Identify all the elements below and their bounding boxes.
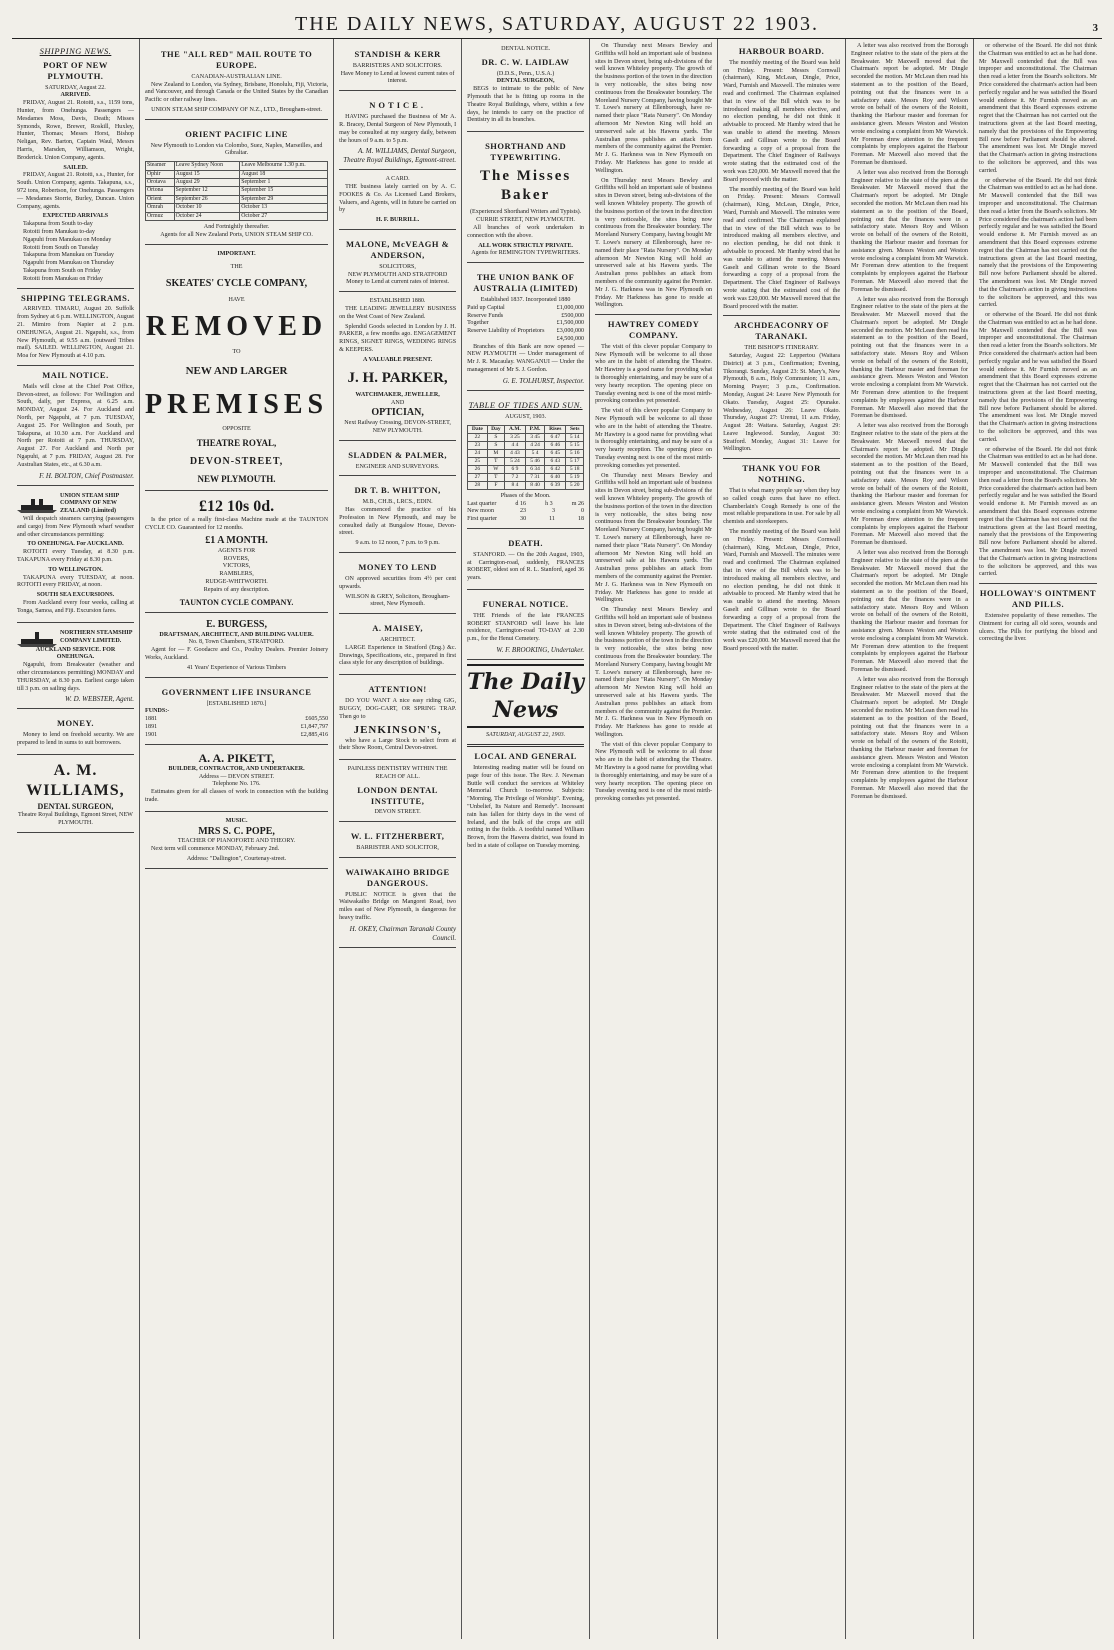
burgess-address: No. 8, Town Chambers, STRATFORD. [188,639,285,646]
table-row: Omrah October 10 October 13 [145,204,327,212]
williams-name: A. M. WILLIAMS, [26,761,125,800]
arrived-text: FRIDAY, August 21. Rotoiti, s.s., 1159 tons, Hunter, from Onehunga. Passengers — Mesdames Moss, Davis, Death; Misses Symonds, Rowe, Brewer, Roskill, Huxley, Hunter, Thomas; Messrs Horst, Bishop Neligan, Rev. Barton, Captain Waul, Messrs Harris, Marsden, Williamson, Wright, Broderick. Union Company, agents. [17,100,134,161]
opposite-label: OPPOSITE [222,426,251,433]
local-heading: LOCAL AND GENERAL [474,751,577,762]
card-signature: H. F. BURRILL. [375,217,420,224]
funds-table [145,716,328,739]
wellington-text: TAKAPUNA every TUESDAY, at noon. ROTOITI every FRIDAY, at noon. [17,574,134,589]
devon-street-label: DEVON-STREET, [189,455,284,467]
baker-sub: (Experienced Shorthand Writers and Typists). [469,209,582,216]
port-heading: PORT OF NEW PLYMOUTH. [43,59,108,81]
burgess-text: Agent for — F. Goodacre and Co., Poultry Dealers. Premier Joinery Works, Auckland. [144,647,329,662]
price-label: £12 10s 0d. [198,497,275,515]
paper-nameplate: The Daily News [467,664,584,728]
london-dental-ad [339,763,456,822]
column-4 [462,39,590,1639]
tides-heading: TABLE OF TIDES AND SUN. [468,399,583,410]
bank-figures [467,305,584,344]
make-item: RUDGE-WHITWORTH. [205,579,268,586]
bank-text: Branches of this Bank are now opened — NEW PLYMOUTH — Under management of Mr J. R. Macaulay. WANGANUI — Under the management of Mr S. J. Gordon. [467,343,585,374]
theatre-label: THEATRE ROYAL, [196,438,277,449]
waiwakaiho-text: PUBLIC NOTICE is given that the Waiwakaiho Bridge on Mangorei Road, two miles east of New Plymouth, is dangerous for heavy traffic. [339,891,457,922]
list-item: Rotoiti from South on Tuesday [23,244,99,251]
table-row: Orotava August 29 September 1 [145,179,327,187]
burgess-name: E. BURGESS, [206,618,267,630]
london-heading: LONDON DENTAL INSTITUTE, [357,784,438,806]
comedy-text: The visit of this clever popular Company to New Plymouth will be welcome to all those who are in the habit of attending the Theatre. Mr Hawtrey is a good name for providing what is thoroughly entertaining, and may be sure of a very hearty reception. The opening piece on Tuesday evening next is one of the most mirth-provoking comedies yet presented. [595,343,713,405]
orient-agent: Agents for all New Zealand Ports, UNION STEAM SHIP CO. [160,231,313,238]
parker-name: J. H. PARKER, [347,369,448,386]
article-text: On Thursday next Messrs Bewley and Griffiths will hold an important sale of business sites in Devon street, being sub-divisions of the well known Whiteley property. The growth of the business portion of the town in the direction is very noticeable, the sites being now continuous from the Breakwater boundary. The Moreland Nursery Company, having bought Mr T. Lowe's nursery at Ellenborough, have re-named their place "Rata Nursery". On Monday afternoon Mr Newton King will hold an unreserved sale at his Hawera yards. The Australian press publishes an attack from members of the community against the Premier. Mr J. G. Harkness was in New Plymouth on Friday. Mr Harkness has gone to reside at Wellington. [595,177,713,309]
article-text: A letter was also received from the Borough Engineer relative to the state of the piers at the Breakwater. Mr Maxwell moved that the Chairman's report be adopted. Mr Dingle seconded the motion. Mr McLean then read his statement as to the position of the Board, pointing out that the finances were in a satisfactory state. Messrs Roy and Wilson wrote on behalf of the owners of the Rotoiti, thanking the Harbour master and foreman for assistance given. Messrs Weston and Weston wrote enclosing a complaint from Mr Warwick. Mr Foreman drew attention to the frequent complaints by employees against the Harbour Foreman. Mr Maxwell also moved that the Foreman be dismissed. [851,296,969,420]
pikett-name: A. A. PIKETT, [198,750,275,765]
make-item: VICTORS, [222,563,251,570]
burgess-ad [145,616,328,678]
article-text: A letter was also received from the Borough Engineer relative to the state of the piers at the Breakwater. Mr Maxwell moved that the Chairman's report be adopted. Mr Dingle seconded the motion. Mr McLean then read his statement as to the position of the Board, pointing out that the finances were in a satisfactory state. Messrs Roy and Wilson wrote on behalf of the owners of the Rotoiti, thanking the Harbour master and foreman for assistance given. Messrs Weston and Weston wrote enclosing a complaint from Mr Warwick. Mr Foreman drew attention to the frequent complaints by employees against the Harbour Foreman. Mr Maxwell also moved that the Foreman be dismissed. [851,423,969,547]
williams-ad [17,758,134,833]
moon-table [467,501,584,524]
table-row: Ophir August 15 August 18 [145,170,327,178]
table-row: 1881 £605,550 [144,716,329,723]
malone-ad [339,233,456,292]
funeral-notice [467,593,584,660]
agent-signature: W. D. WEBSTER, Agent. [64,695,134,704]
sailed-heading: SAILED. [63,164,88,171]
table-row: 25 T 5 24 5 46 6 43 5 17 [468,457,584,465]
pikett-text: Estimates given for all classes of work in connection with the building trade. [144,789,329,804]
new-plymouth-label: NEW PLYMOUTH. [197,474,276,485]
steamship-icon [17,495,57,513]
mail-signature: F. H. BOLTON, Chief Postmaster. [39,471,134,480]
waiwakaiho-signature: H. OKEY, Chairman Taranaki County Council. [349,924,457,942]
table-row: 23 S 4 4 4 24 6 46 5 15 [468,441,584,449]
standish-sub: BARRISTERS AND SOLICITORS. [352,62,443,69]
whitton-hours: 9 a.m. to 12 noon, 7 p.m. to 9 p.m. [355,540,440,547]
jenkinson-name: JENKINSON'S, [353,724,442,737]
established: ESTABLISHED 1880. [369,298,426,305]
laidlaw-ad [467,43,584,132]
govt-heading: GOVERNMENT LIFE INSURANCE [161,686,312,697]
williams-title: DENTAL SURGEON, [37,801,114,811]
pope-text: Next term will commence MONDAY, February 2nd. [150,846,280,853]
northern-steamship-ad [17,626,134,710]
parker-title: WATCHMAKER, JEWELLER, [355,391,440,398]
laidlaw-text: BEGS to intimate to the public of New Plymouth that he is fitting up rooms in the Theatre Royal Buildings, where, within a few days, he intends to carry on the practice of Dentistry in all its branches. [467,86,585,124]
article-text: or otherwise of the Board. He did not think the Chairman was entitled to act as he had done. Mr Maxwell contended that the Bill was improper and unconstitutional. The Chairman then read a letter from the Board's solicitors. Mr Price considered the chairman's action had been perfectly regular and he was satisfied the Board would endorse it. Mr Furnish moved as an amendment that this Board expresses extreme regret that the Chairman has not carried out the instructions given at the last Board meeting, namely that the provisions of the Empowering Bill now before Parliament should be altered. The amendment was lost. Mr Dingle moved that the Chairman's action in giving instructions to the solicitors be approved, and this was carried. [979,177,1097,309]
holloway-heading: HOLLOWAY'S OINTMENT AND PILLS. [979,588,1097,610]
table-row: Ortona September 12 September 15 [145,187,327,195]
money-lend-ad [339,556,456,614]
article-text: A letter was also received from the Borough Engineer relative to the state of the piers at the Breakwater. Mr Maxwell moved that the Chairman's report be adopted. Mr Dingle seconded the motion. Mr McLean then read his statement as to the position of the Board, pointing out that the finances were in a satisfactory state. Messrs Roy and Wilson wrote on behalf of the owners of the Rotoiti, thanking the Harbour master and foreman for assistance given. Messrs Weston and Weston wrote enclosing a complaint from Mr Warwick. Mr Foreman drew attention to the frequent complaints by employees against the Harbour Foreman. Mr Maxwell also moved that the Foreman be dismissed. [851,169,969,293]
page-number: 3 [1092,22,1098,34]
date-line: SATURDAY, August 22. [45,84,106,91]
table-row: Ormuz October 24 October 27 [145,212,327,220]
article-text: or otherwise of the Board. He did not think the Chairman was entitled to act as he had done. Mr Maxwell contended that the Bill was improper and unconstitutional. The Chairman then read a letter from the Board's solicitors. Mr Price considered the chairman's action had been perfectly regular and he was satisfied the Board would endorse it. Mr Furnish moved as an amendment that this Board expresses extreme regret that the Chairman has not carried out the instructions given at the last Board meeting, namely that the provisions of the Empowering Bill now before Parliament should be altered. The amendment was lost. Mr Dingle moved that the Chairman's action in giving instructions to the solicitors be approved, and this was carried. [979,446,1097,578]
columns [12,39,1102,1639]
table-header: Steamer [145,162,174,170]
maisey-title: ARCHITECT. [379,636,416,643]
baker-address: CURRIE STREET, NEW PLYMOUTH. [476,217,576,224]
notice-text: HAVING purchased the Business of Mr A. R. Bracey, Dental Surgeon of New Plymouth, I may be consulted at my surgery daily, between the hours of 9 a.m. to 5 p.m. [339,114,457,144]
list-item: Ngapuhi from Manukau on Thursday [23,260,114,267]
death-notice [467,532,584,590]
waiwakaiho-heading: WAIWAKAIHO BRIDGE DANGEROUS. [345,866,450,888]
list-item: Ngapuhi from Manukau on Monday [23,236,112,243]
taunton-heading: TAUNTON CYCLE COMPANY. [179,597,294,607]
notice-heading: NOTICE. [369,100,426,111]
masthead-title: THE DAILY NEWS, SATURDAY, AUGUST 22 1903. [295,13,819,35]
table-row: Paid up Capital £1,000,000 [467,304,585,311]
list-item: Rotoiti from Manukau on Friday [23,275,103,282]
thanks-text: That is what many people say when they buy so called cough cures that have no effect. Chamberlain's Cough Remedy is one of the most reliable preparations in use. For sale by all chemists and storekeepers. [723,488,841,526]
price-text: Is the price of a really first-class Machine made at the TAUNTON CYCLE CO. Guaranteed for 12 months. [144,517,329,532]
list-item: Rotoiti from Manukau to-day [23,228,95,235]
onehunga-text: ROTOITI every Tuesday, at 8.30 p.m. TAKAPUNA every Friday at 8.30 p.m. [17,549,134,563]
skeates-heading: SKEATES' CYCLE COMPANY, [165,278,308,290]
laidlaw-sub: DENTAL SURGEON, [496,78,555,85]
wellington-heading: TO WELLINGTON. [48,566,103,573]
local-text: Interesting reading matter will be found on page four of this issue. The Rev. J. Newman Buttle will conduct the services at Whiteley Memorial Church to-morrow. Subjects: "Morning, The Privilege of Worship". Evening, "Unbelief, Its Nature and Remedy". Incessant rain has fallen for thirty days in the west of Ireland, and the bulk of the crops are still rotting in the fields. A toothful named William Brown, from the Hawera district, was found in bed in a state of collapse on Tuesday morning. [467,765,585,849]
harbour-text: The monthly meeting of the Board was held on Friday. Present: Messrs Cornwall (chairman), King, McLean, Dingle, Price, Ward, Furnish and Maxwell. The minutes were read and confirmed. The Chairman explained that in view of the Bill which was to be introduced making all members elective, and no election pending, he did not think it advisable to proceed. Mr Hamby wired that he was unable to attend the meeting. Messrs Gaselt and Gillinan wrote to the Board forwarding a copy of a proposal from the Department. The Chief Engineer of Railways wrote stating that the estimated cost of the work was £20,000. Mr Maxwell moved that the Board proceed with the matter. [723,529,841,652]
williams-notice-ad [339,94,456,170]
malone-address: NEW PLYMOUTH AND STRATFORD [347,271,448,278]
baker-ad [467,135,584,263]
union-steamship-ad [17,490,134,623]
table-row: Reserve Liability of Proprietors £3,000,000 [467,328,585,335]
column-5 [590,39,718,1639]
laidlaw-title: (D.D.S., Penn., U.S.A.) [496,70,555,77]
attention-heading: ATTENTION! [368,684,427,695]
table-row: 22 S 3 25 3 45 6 47 5 14 [468,433,584,441]
table-header: Leave Sydney Noon [174,162,240,170]
orient-sub: New Plymouth to London via Colombo, Suez, Naples, Marseilles, and Gibraltar. [150,142,323,157]
malone-text: Money to Lend at current rates of interest. [346,279,450,286]
london-sub: DEVON STREET. [374,809,421,816]
pikett-ad [145,748,328,812]
fitzherbert-ad [339,825,456,858]
money-lend-signature: WILSON & GREY, Solicitors, Brougham-street, New Plymouth. [345,593,450,608]
column-1 [12,39,140,1639]
table-row: Together £1,500,000 [467,320,585,327]
sailed-text: FRIDAY, August 21. Rotoiti, s.s., Hunter, for South. Union Company, agents. Takapuna, s.s., 972 tons, Robertson, for Onehunga. Passengers — Mesdames Storrie, Burley, Duncan. Union Company, agents. [17,172,134,210]
northern-heading: NORTHERN STEAMSHIP COMPANY LIMITED. [60,629,133,644]
article-text: On Thursday next Messrs Bewley and Griffiths will hold an important sale of business sites in Devon street, being sub-divisions of the well known Whiteley property. The growth of the business portion of the town in the direction is very noticeable, the sites being now continuous from the Breakwater boundary. The Moreland Nursery Company, having bought Mr T. Lowe's nursery at Ellenborough, have re-named their place "Rata Nursery". On Monday afternoon Mr Newton King will hold an unreserved sale at his Hawera yards. The Australian press publishes an attack from members of the community against the Premier. Mr J. G. Harkness was in New Plymouth on Friday. Mr Harkness has gone to reside at Wellington. [595,43,713,174]
paper-date: SATURDAY, AUGUST 22, 1903. [485,732,566,739]
orient-line-ad [145,123,328,245]
funeral-text: THE Friends of the late FRANCES ROBERT STANFORD will leave his late residence, Carrington-road TO-DAY at 2.30 p.m., for the Henui Cemetery. [467,612,585,643]
pikett-telephone: Telephone No. 176. [212,781,261,788]
repairs-label: Repairs of any description. [203,586,270,593]
list-item: Takapuna from South to-day [23,221,93,228]
comedy-text: The visit of this clever popular Company to New Plymouth will be welcome to all those who are in the habit of attending the Theatre. Mr Hawtrey is a good name for providing what is thoroughly entertaining, and may be sure of a very hearty reception. The opening piece on Tuesday evening next is one of the most mirth-provoking comedies yet presented. [595,741,713,803]
orient-heading: ORIENT PACIFIC LINE [185,128,288,139]
money-ad [17,712,134,754]
baker-work: ALL WORK STRICTLY PRIVATE. [478,242,573,249]
steamship-icon [17,629,57,647]
malone-heading: MALONE, McVEAGH & ANDERSON, [346,239,450,260]
maisey-text: LARGE Experience in Stratford (Eng.) &c. Drawings, Specifications, etc., prepared in first class style for any description of buildings. [339,644,457,667]
orient-schedule [145,161,328,221]
parker-intro: THE LEADING JEWELLERY BUSINESS on the West Coast of New Zealand. [339,305,457,320]
parker-address: Next Railway Crossing, DEVON-STREET, NEW PLYMOUTH. [344,420,451,434]
parker-ad [339,295,456,441]
harbour-text: The monthly meeting of the Board was held on Friday. Present: Messrs Cornwall (chairman), King, McLean, Dingle, Price, Ward, Furnish and Maxwell. The minutes were read and confirmed. The Chairman explained that in view of the Bill which was to be introduced making all members elective, and no election pending, he did not think it advisable to proceed. Mr Hamby wired that he was unable to attend the meeting. Messrs Gaselt and Gillinan wrote to the Board forwarding a copy of a proposal from the Department. The Chief Engineer of Railways wrote stating that the estimated cost of the work was £20,000. Mr Maxwell moved that the Board proceed with the matter. [723,59,841,183]
card-ad [339,173,456,230]
orient-note: And Fortnightly thereafter. [203,224,270,231]
maisey-name: A. MAISEY, [372,623,423,634]
standish-ad [339,43,456,91]
telegrams-heading: SHIPPING TELEGRAMS. [20,292,130,303]
thanks-heading: THANK YOU FOR NOTHING. [742,463,821,485]
waiwakaiho-ad [339,861,456,948]
excursion-text: From Auckland every four weeks, calling at Tonga, Samoa, and Fiji. Excursion fares. [17,599,134,614]
have-label: HAVE [228,297,245,304]
make-item: RAMBLERS, [219,571,254,578]
archdeaconry-heading: ARCHDEACONRY OF TARANAKI. [734,320,830,342]
the-label: THE [230,264,243,271]
skeates-ad [145,248,328,491]
notice-signature: A. M. WILLIAMS, Dental Surgeon, Theatre Royal Buildings, Egmont-street. [343,147,457,165]
new-larger-label: NEW AND LARGER [185,365,288,378]
painless-label: PAINLESS DENTISTRY WITHIN THE REACH OF ALL. [347,766,448,780]
whitton-text: Has commenced the practice of his Profession in New Plymouth, and may be consulted daily at Bungalow House, Devon-street. [339,507,457,537]
monthly-price: £1 A MONTH. [205,535,268,547]
premises-heading: PREMISES [144,388,329,420]
funeral-signature: W. F. BROOKING, Undertaker. [496,646,585,655]
funds-label: FUNDS:- [144,708,170,715]
fitzherbert-name: W. L. FITZHERBERT, [350,831,445,842]
music-label: MUSIC. [225,817,248,824]
parker-text: Splendid Goods selected in London by J. H. PARKER, a few months ago. ENGAGEMENT RINGS, SIGNET RINGS, WEDDING RINGS & KEEPERS. [339,323,457,353]
table-row: 27 T 7 2 7 31 6 40 5 19 [468,473,584,481]
shorthand-heading: SHORTHAND AND TYPEWRITING. [485,141,567,163]
article-text: On Thursday next Messrs Bewley and Griffiths will hold an important sale of business sites in Devon street, being sub-divisions of the well known Whiteley property. The growth of the business portion of the town in the direction is very noticeable, the sites being now continuous from the Breakwater boundary. The Moreland Nursery Company, having bought Mr T. Lowe's nursery at Ellenborough, have re-named their place "Rata Nursery". On Monday afternoon Mr Newton King will hold an unreserved sale at his Hawera yards. The Australian press publishes an attack from members of the community against the Premier. Mr J. G. Harkness was in New Plymouth on Friday. Mr Harkness has gone to reside at Wellington. [595,472,713,604]
pope-name: MRS S. C. POPE, [198,825,275,837]
table-row: 1901 £2,885,416 [144,731,329,738]
table-row: 26 W 6 9 6 34 6 42 5 18 [468,465,584,473]
shipping-news-heading: SHIPPING NEWS. [39,46,112,56]
sladden-ad [339,444,456,477]
mail-route-ad [145,43,328,120]
column-8 [974,39,1102,1639]
union-text: Will despatch steamers carrying (passengers and cargo) from New Plymouth wharf weather and other circumstances permitting: [17,515,134,538]
article-text: A letter was also received from the Borough Engineer relative to the state of the piers at the Breakwater. Mr Maxwell moved that the Chairman's report be adopted. Mr Dingle seconded the motion. Mr McLean then read his statement as to the position of the Board, pointing out that the finances were in a satisfactory state. Messrs Roy and Wilson wrote on behalf of the owners of the Rotoiti, thanking the Harbour master and foreman for assistance given. Messrs Weston and Weston wrote enclosing a complaint from Mr Warwick. Mr Foreman drew attention to the frequent complaints by employees against the Harbour Foreman. Mr Maxwell also moved that the Foreman be dismissed. [851,550,969,673]
money-lend-heading: MONEY TO LEND [358,562,437,573]
important-label: IMPORTANT. [217,250,256,257]
money-text: Money to lend on freehold security. We are prepared to lend in sums to suit borrowers. [17,732,134,746]
harbour-text: The monthly meeting of the Board was held on Friday. Present: Messrs Cornwall (chairman), King, McLean, Dingle, Price, Ward, Furnish and Maxwell. The minutes were read and confirmed. The Chairman explained that in view of the Bill which was to be introduced making all members elective, and no election pending, he did not think it advisable to proceed. Mr Hamby wired that he was unable to attend the meeting. Messrs Gaselt and Gillinan wrote to the Board forwarding a copy of a proposal from the Department. The Chief Engineer of Railways wrote stating that the estimated cost of the work was £20,000. Mr Maxwell moved that the Board proceed with the matter. [723,186,841,310]
mail-route-sub: CANADIAN-AUSTRALIAN LINE. [191,73,282,80]
sladden-heading: SLADDEN & PALMER, [348,449,447,460]
column-7 [846,39,974,1639]
attention-text: DO YOU WANT A nice easy riding GIG, BUGGY, DOG-CART, OR SPRING TRAP. Then go to [339,698,457,720]
article-text: or otherwise of the Board. He did not think the Chairman was entitled to act as he had done. Mr Maxwell contended that the Bill was improper and unconstitutional. The Chairman then read a letter from the Board's solicitors. Mr Price considered the chairman's action had been perfectly regular and he was satisfied the Board would endorse it. Mr Furnish moved as an amendment that this Board expresses extreme regret that the Chairman has not carried out the instructions given at the last Board meeting, namely that the provisions of the Empowering Bill now before Parliament should be altered. The amendment was lost. Mr Dingle moved that the Chairman's action in giving instructions to the solicitors be approved, and this was carried. [979,312,1097,443]
pikett-address: Address — DEVON STREET. [198,773,275,780]
card-text: THE business lately carried on by A. C. FOOKES & Co. As Licensed Land Brokers, Valuers, and Agents, will in future be carried on by [339,184,457,214]
telegrams-text: ARRIVED. TIMARU, August 20. Suffolk from Sydney at 6 p.m. WELLINGTON, August 21. Mimiro from Napier at 2 p.m. ONEHUNGA, August 21. Ngapuhi, s.s., from New Plymouth, at 9.55 a.m. (outward Tribes mail). SAILED. WELLINGTON, August 21. Moa for New Plymouth at 4.10 p.m. [17,306,134,360]
williams-address: Theatre Royal Buildings, Egmont Street, NEW PLYMOUTH. [18,811,133,826]
masthead [12,10,1102,39]
table-row: New moon 23 3 0 [467,508,585,515]
table-row: Last quarter d 16 h 3 m 26 [467,500,585,507]
maisey-ad [339,617,456,675]
baker-heading: The Misses Baker [479,168,572,204]
mail-notice-text: Mails will close at the Chief Post Office, Devon-street, as follows: For Wellington and South, daily, per Express, at 6.25 a.m. MONDAY, August 24. For Auckland and North, per Ngapuhi, at 7 p.m. TUESDAY, August 25. For Wellington and South, per Takapuna, at 10.30 a.m. For Auckland and North per Rotoiti at 7 p.m. THURSDAY, August 27. For Auckland and North per Ngapuhi, at 7 p.m. FRIDAY, August 28. For Australian States, etc., at 6.30 a.m. [17,383,134,468]
article-text: or otherwise of the Board. He did not think the Chairman was entitled to act as he had done. Mr Maxwell contended that the Bill was improper and unconstitutional. The Chairman then read a letter from the Board's solicitors. Mr Price considered the chairman's action had been perfectly regular and he was satisfied the Board would endorse it. Mr Furnish moved as an amendment that this Board expresses extreme regret that the Chairman has not carried out the instructions given at the last Board meeting, namely that the provisions of the Empowering Bill now before Parliament should be altered. The amendment was lost. Mr Dingle moved that the Chairman's action in giving instructions to the solicitors be approved, and this was carried. [979,43,1097,174]
standish-heading: STANDISH & KERR [354,49,441,59]
whitton-ad [339,479,456,553]
union-heading: UNION STEAM SHIP COMPANY OF NEW ZEALAND (Limited) [60,492,119,515]
holloway-text: Extensive popularity of these remedies. The Ointment for curing all old sores, wounds and ulcers. The Pills for purifying the blood and correcting the liver. [979,612,1097,643]
union-ss-line: UNION STEAM SHIP COMPANY OF N.Z., LTD., Brougham-street. [151,106,322,113]
money-heading: MONEY. [57,718,94,729]
pope-address: Address: "Dallington", Courtenay-street. [186,856,287,863]
parker-presents: A VALUABLE PRESENT. [362,356,433,363]
government-life-ad [145,681,328,745]
parker-and: AND [391,399,405,406]
taunton-ad [145,494,328,613]
northern-text: Ngapuhi, from Breakwater (weather and other circumstances permitting) MONDAY and THURSDAY, at 8.30 p.m. Earliest cargo taken till 3 p.m. on sailing days. [17,662,134,692]
comedy-text: The visit of this clever popular Company to New Plymouth will be welcome to all those who are in the habit of attending the Theatre. Mr Hawtrey is a good name for providing what is thoroughly entertaining, and may be sure of a very hearty reception. The opening piece on Tuesday evening next is one of the most mirth-provoking comedies yet presented. [595,408,713,469]
jenkinson-text: who have a Large Stock to select from at their Show Room, Central Devon-street. [339,737,457,752]
list-item: Takapuna from Manukau on Tuesday [23,252,114,259]
death-heading: DEATH. [508,537,543,548]
removed-heading: REMOVED [145,310,328,342]
parker-optician: OPTICIAN, [371,407,424,419]
arrived-heading: ARRIVED. [60,92,91,99]
funeral-heading: FUNERAL NOTICE. [482,599,569,609]
mail-route-heading: THE "ALL RED" MAIL ROUTE TO EUROPE. [160,49,313,70]
column-6 [718,39,846,1639]
pope-ad [145,815,328,869]
expected-heading: EXPECTED ARRIVALS [42,213,109,220]
article-text: A letter was also received from the Borough Engineer relative to the state of the piers at the Breakwater. Mr Maxwell moved that the Chairman's report be adopted. Mr Dingle seconded the motion. Mr McLean then read his statement as to the position of the Board, pointing out that the finances were in a satisfactory state. Messrs Roy and Wilson wrote on behalf of the owners of the Rotoiti, thanking the Harbour master and foreman for assistance given. Messrs Weston and Weston wrote enclosing a complaint from Mr Warwick. Mr Foreman drew attention to the frequent complaints by employees against the Harbour Foreman. Mr Maxwell also moved that the Foreman be dismissed. [851,43,969,166]
bank-established: Established 1837. Incorporated 1880 [480,296,571,303]
archdeaconry-text: Saturday, August 22: Leppertou (Waitara District) at 3 p.m., Confirmation; Evening, Tikorangi. Sunday, August 23: St. Mary's, New Plymouth, 8 a.m., Holy Communion; 11 a.m., Morning Prayer; 3 p.m., Confirmation. Monday, August 24: Leave New Plymouth for Okato. Tuesday, August 25: Opunake. Wednesday, August 26: Leave Okato. Thursday, August 27: Urenui, 11 a.m. Friday, August 28: Waitara. Saturday, August 29: Leave Inglewood. Sunday, August 30: Stratford. Monday, August 31: Leave for Wellington. [723,352,841,453]
column-2 [140,39,334,1639]
mail-notice-heading: MAIL NOTICE. [42,370,109,380]
moon-heading: Phases of the Moon. [500,492,551,499]
onehunga-heading: TO ONEHUNGA. For AUCKLAND. [27,541,124,548]
auckland-service: AUCKLAND SERVICE. FOR ONEHUNGA. [35,646,116,661]
burgess-title: DRAFTSMAN, ARCHITECT, AND BUILDING VALUER. [159,631,314,638]
agents-for-label: AGENTS FOR [217,547,256,554]
to-label: TO [232,348,241,355]
comedy-heading: HAWTREY COMEDY COMPANY. [607,319,700,340]
tides-grid: Date Day A.M. P.M. Rises Sets 22 S 3 25 3 45 6 47 5 14 23 S 4 4 4 24 6 46 5 15 24 M 4 43 5 4 6 45 5 16 25 T 5 24 5 46 6 43 5 17 26 W 6 9 6 34 6 42 5 18 27 T 7 2 7 31 6 40 5 19 28 F 8 4 8 40 6 39 5 20 [467,425,584,490]
burgess-experience: 41 Years' Experience of Various Timbers [186,664,287,671]
jenkinson-ad [339,678,456,760]
pikett-title: BUILDER, CONTRACTOR, AND UNDERTAKER. [168,765,305,772]
article-text: A letter was also received from the Borough Engineer relative to the state of the piers at the Breakwater. Mr Maxwell moved that the Chairman's report be adopted. Mr Dingle seconded the motion. Mr McLean then read his statement as to the position of the Board, pointing out that the finances were in a satisfactory state. Messrs Roy and Wilson wrote on behalf of the owners of the Rotoiti, thanking the Harbour master and foreman for assistance given. Messrs Weston and Weston wrote enclosing a complaint from Mr Warwick. Mr Foreman drew attention to the frequent complaints by employees against the Harbour Foreman. Mr Maxwell also moved that the Foreman be dismissed. [851,676,969,800]
table-row: 1891 £1,847,797 [144,723,329,730]
table-row: Orient September 26 September 29 [145,195,327,203]
table-row: 24 M 4 43 5 4 6 45 5 16 [468,449,584,457]
dental-notice-label: DENTAL NOTICE. [501,46,551,52]
union-bank-ad [467,266,584,391]
fitzherbert-title: BARRISTER AND SOLICITOR, [356,845,439,852]
laidlaw-name: DR. C. W. LAIDLAW [481,56,570,67]
archdeaconry-sub: THE BISHOP'S ITINERARY. [744,345,819,352]
article-text: On Thursday next Messrs Bewley and Griffiths will hold an important sale of business sites in Devon street, being sub-divisions of the well known Whiteley property. The growth of the business portion of the town in the direction is very noticeable, the sites being now continuous from the Breakwater boundary. The Moreland Nursery Company, having bought Mr T. Lowe's nursery at Ellenborough, have re-named their place "Rata Nursery". On Monday afternoon Mr Newton King will hold an unreserved sale at his Hawera yards. The Australian press publishes an attack from members of the community against the Premier. Mr J. G. Harkness was in New Plymouth on Friday. Mr Harkness has gone to reside at Wellington. [595,607,713,738]
death-text: STANFORD. — On the 20th August, 1903, at Carrington-road, suddenly, FRANCES ROBERT, oldest son of R. L. Stanford, aged 36 years. [467,551,585,582]
make-item: ROVERS, [223,555,250,562]
whitton-name: DR T. B. WHITTON, [354,485,441,496]
sladden-sub: ENGINEER AND SURVEYORS. [355,463,440,470]
govt-established: [ESTABLISHED 1870.] [206,700,267,707]
bank-heading: THE UNION BANK OF AUSTRALIA (LIMITED) [473,272,578,294]
bank-signature: G. E. TOLHURST, Inspector. [502,376,585,385]
expected-list [17,221,134,283]
baker-agents: Agents for REMINGTON TYPEWRITERS. [471,250,580,257]
card-heading: A CARD. [385,176,410,183]
standish-text: Have Money to Lend at lowest current rates of interest. [340,70,455,85]
whitton-title: M.B., CH.B., LRCS., EDIN. [362,499,433,506]
table-row: £4,500,000 [556,335,585,342]
harbour-heading: HARBOUR BOARD. [738,46,825,56]
excursion-heading: SOUTH SEA EXCURSIONS. [36,592,115,599]
list-item: Takapuna from South on Friday [23,267,101,274]
mail-route-text: New Zealand to London, via Sydney, Brisbane, Honolulu, Fiji, Victoria, and Vancouver, and through Canada or the United States by the Canadian Pacific or other railway lines. [144,81,329,104]
table-row: Reserve Funds £500,000 [467,312,585,319]
baker-text: All branches of work undertaken in connection with the above. [467,224,585,239]
tides-sub: AUGUST, 1903. [505,413,547,420]
column-3 [334,39,462,1639]
pope-title: TEACHER OF PIANOFORTE AND THEORY. [177,838,296,845]
table-header: Leave Melbourne 1.30 p.m. [240,162,328,170]
tides-table [467,394,584,529]
table-row: 28 F 8 4 8 40 6 39 5 20 [468,481,584,489]
table-row: First quarter 30 11 18 [467,516,585,523]
money-lend-text: ON approved securities from 4½ per cent upwards. [339,575,457,590]
malone-sub: SOLICITORS, [379,263,416,270]
